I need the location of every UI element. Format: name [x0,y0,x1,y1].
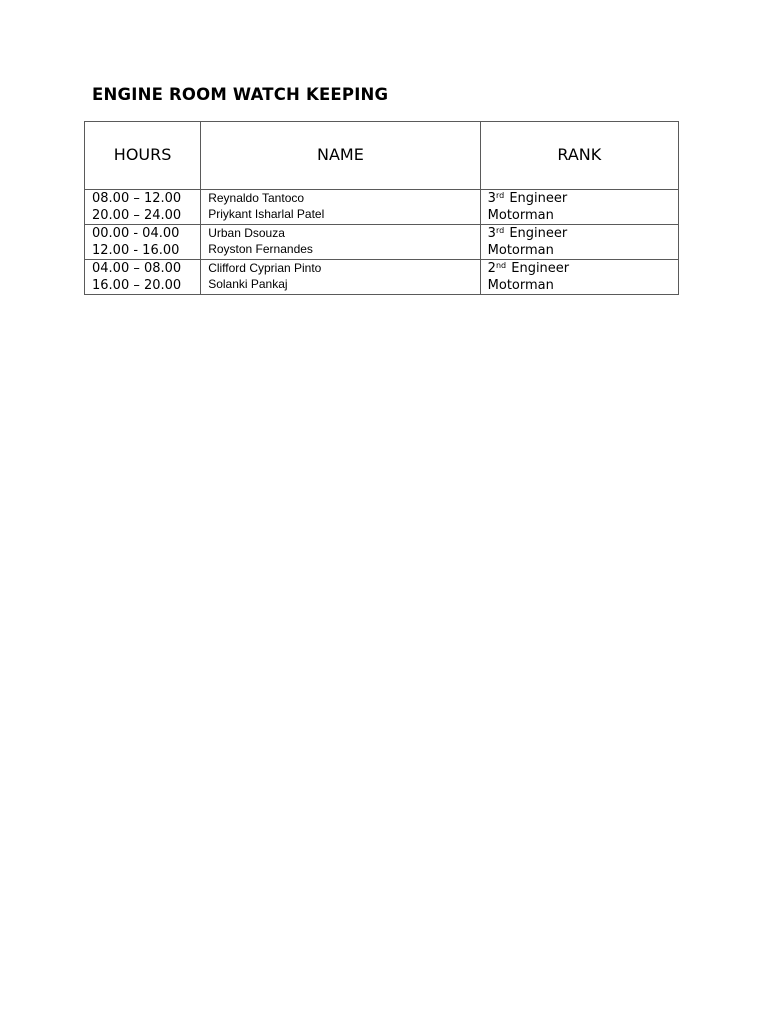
hours-cell [85,190,201,225]
hours-cell [85,260,201,295]
watch-hours: 08.00 – 12.00 [92,191,182,206]
crew-rank: Motorman [487,243,554,258]
rank-cell [480,260,678,295]
table-row [85,260,679,295]
hours-cell [85,225,201,260]
rank-title: Engineer [509,226,568,241]
crew-rank [481,190,678,207]
rank-number: 2 [487,261,496,276]
rank-ordinal-suffix: nd [495,261,507,270]
rank-title: Engineer [509,191,568,206]
rank-cell [480,225,678,260]
rank-number: 3 [487,226,496,241]
rank-ordinal-suffix: rd [495,226,505,235]
column-header-rank: RANK [480,122,678,190]
name-cell [201,260,480,295]
column-header-hours: HOURS [85,122,201,190]
name-cell [201,190,480,225]
crew-rank [481,260,678,277]
crew-rank: Motorman [487,208,554,223]
rank-title: Engineer [511,261,570,276]
crew-name: Solanki Pankaj [208,277,288,291]
rank-cell [480,190,678,225]
table-header-row [85,122,679,190]
watch-hours: 16.00 – 20.00 [92,278,182,293]
crew-rank [481,225,678,242]
name-cell [201,225,480,260]
watch-keeping-table [84,121,679,295]
crew-name: Clifford Cyprian Pinto [208,261,322,275]
watch-hours: 12.00 - 16.00 [92,243,180,258]
crew-rank: Motorman [487,278,554,293]
watch-hours: 20.00 – 24.00 [92,208,182,223]
page-title: ENGINE ROOM WATCH KEEPING [92,85,389,104]
crew-name: Urban Dsouza [208,226,285,240]
watch-hours: 04.00 – 08.00 [92,261,182,276]
table-row [85,225,679,260]
crew-name: Royston Fernandes [208,242,313,256]
rank-ordinal-suffix: rd [495,191,505,200]
crew-name: Priykant Isharlal Patel [208,207,325,221]
table-row [85,190,679,225]
column-header-name: NAME [201,122,480,190]
rank-number: 3 [487,191,496,206]
crew-name: Reynaldo Tantoco [208,191,305,205]
watch-hours: 00.00 - 04.00 [92,226,180,241]
